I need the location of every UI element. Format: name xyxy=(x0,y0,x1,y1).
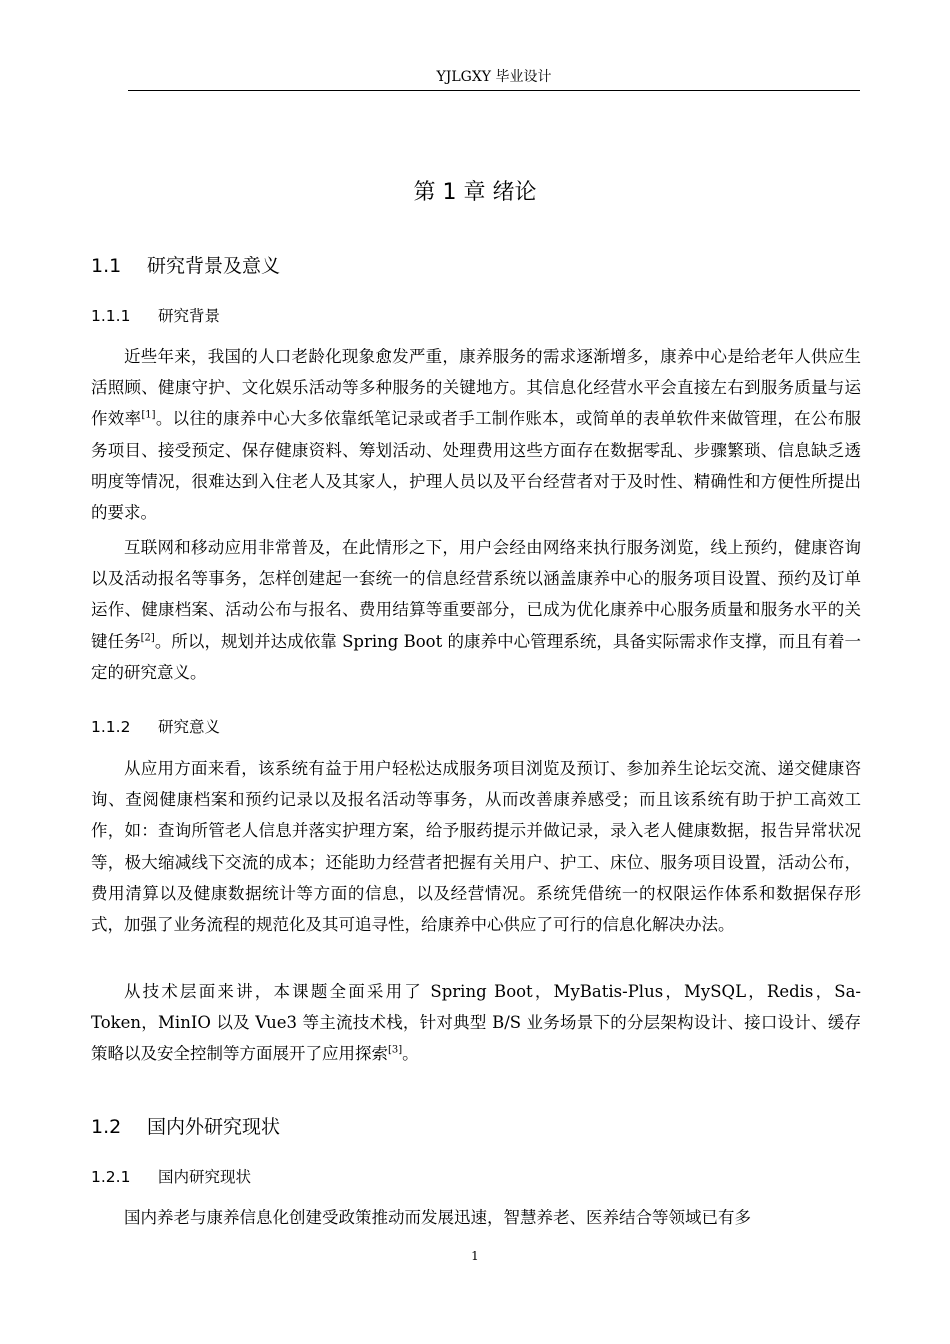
subsection-heading-1-1-2 xyxy=(91,715,220,739)
subsection-number: 1.1.1 xyxy=(91,307,131,325)
page-number: 1 xyxy=(471,1249,479,1263)
paragraph-text: 。以往的康养中心大多依靠纸笔记录或者手工制作账本，或简单的表单软件来做管理，在公布服务项目、接受预定、保存健康资料、筹划活动、处理费用这些方面存在数据零乱、步骤繁琐、信息缺乏透明度等情况，很难达到入住老人及其家人，护理人员以及平台经营者对于及时性、精确性和方便性所提出的要求。 xyxy=(91,409,862,523)
section-number: 1.1 xyxy=(91,255,122,277)
subsection-number: 1.1.2 xyxy=(91,718,131,736)
paragraph-text: 近些年来，我国的人口老龄化现象愈发严重，康养服务的需求逐渐增多，康养中心是给老年人供应生活照顾、健康守护、文化娱乐活动等多种服务的关键地方。其信息化经营水平会直接左右到服务质量与运作效率 xyxy=(91,347,861,429)
paragraph-text: 国内养老与康养信息化创建受政策推动而发展迅速，智慧养老、医养结合等领域已有多 xyxy=(124,1208,751,1227)
citation-ref: [2] xyxy=(140,632,155,644)
subsection-number: 1.2.1 xyxy=(91,1168,131,1186)
paragraph-internet xyxy=(91,532,861,688)
paragraph-text: 从技术层面来讲，本课题全面采用了 Spring Boot，MyBatis-Plus，MySQL，Redis，Sa-Token，MinIO 以及 Vue3 等主流技术栈，针对典型 B/S 业务场景下的分层架构设计、接口设计、缓存策略以及安全控制等方面展开了应用探索 xyxy=(91,982,861,1064)
paragraph-technology xyxy=(91,976,861,1070)
paragraph-domestic xyxy=(91,1202,861,1233)
subsection-title: 研究背景 xyxy=(158,307,221,325)
subsection-heading-1-1-1 xyxy=(91,304,220,328)
paragraph-text: 互联网和移动应用非常普及，在此情形之下，用户会经由网络来执行服务浏览，线上预约，健康咨询以及活动报名等事务，怎样创建起一套统一的信息经营系统以涵盖康养中心的服务项目设置、预约及订单运作、健康档案、活动公布与报名、费用结算等重要部分，已成为优化康养中心服务质量和服务水平的关键任务 xyxy=(91,538,861,651)
page-header xyxy=(128,66,860,91)
section-title: 国内外研究现状 xyxy=(147,1116,281,1138)
paragraph-application xyxy=(91,753,861,940)
citation-ref: [3] xyxy=(388,1044,403,1056)
chapter-title: 第 1 章 绪论 xyxy=(413,180,537,205)
section-heading-1-2 xyxy=(91,1113,280,1141)
subsection-title: 研究意义 xyxy=(158,718,221,736)
header-text: YJLGXY 毕业设计 xyxy=(436,69,552,85)
paragraph-text: 。 xyxy=(402,1044,419,1064)
section-number: 1.2 xyxy=(91,1116,122,1138)
paragraph-background xyxy=(91,341,861,528)
section-heading-1-1 xyxy=(91,252,280,280)
paragraph-text: 。所以，规划并达成依靠 Spring Boot 的康养中心管理系统，具备实际需求作支撑，而且有着一定的研究意义。 xyxy=(91,631,861,682)
paragraph-text: 从应用方面来看，该系统有益于用户轻松达成服务项目浏览及预订、参加养生论坛交流、递交健康咨询、查阅健康档案和预约记录以及报名活动等事务，从而改善康养感受；而且该系统有助于护工高效工作，如：查询所管老人信息并落实护理方案，给予服药提示并做记录，录入老人健康数据，报告异常状况等，极大缩减线下交流的成本；还能助力经营者把握有关用户、护工、床位、服务项目设置，活动公布，费用清算以及健康数据统计等方面的信息，以及经营情况。系统凭借统一的权限运作体系和数据保存形式，加强了业务流程的规范化及其可追寻性，给康养中心供应了可行的信息化解决办法。 xyxy=(91,759,861,935)
subsection-title: 国内研究现状 xyxy=(158,1168,252,1186)
citation-ref: [1] xyxy=(141,409,156,421)
subsection-heading-1-2-1 xyxy=(91,1165,251,1189)
section-title: 研究背景及意义 xyxy=(147,255,281,277)
